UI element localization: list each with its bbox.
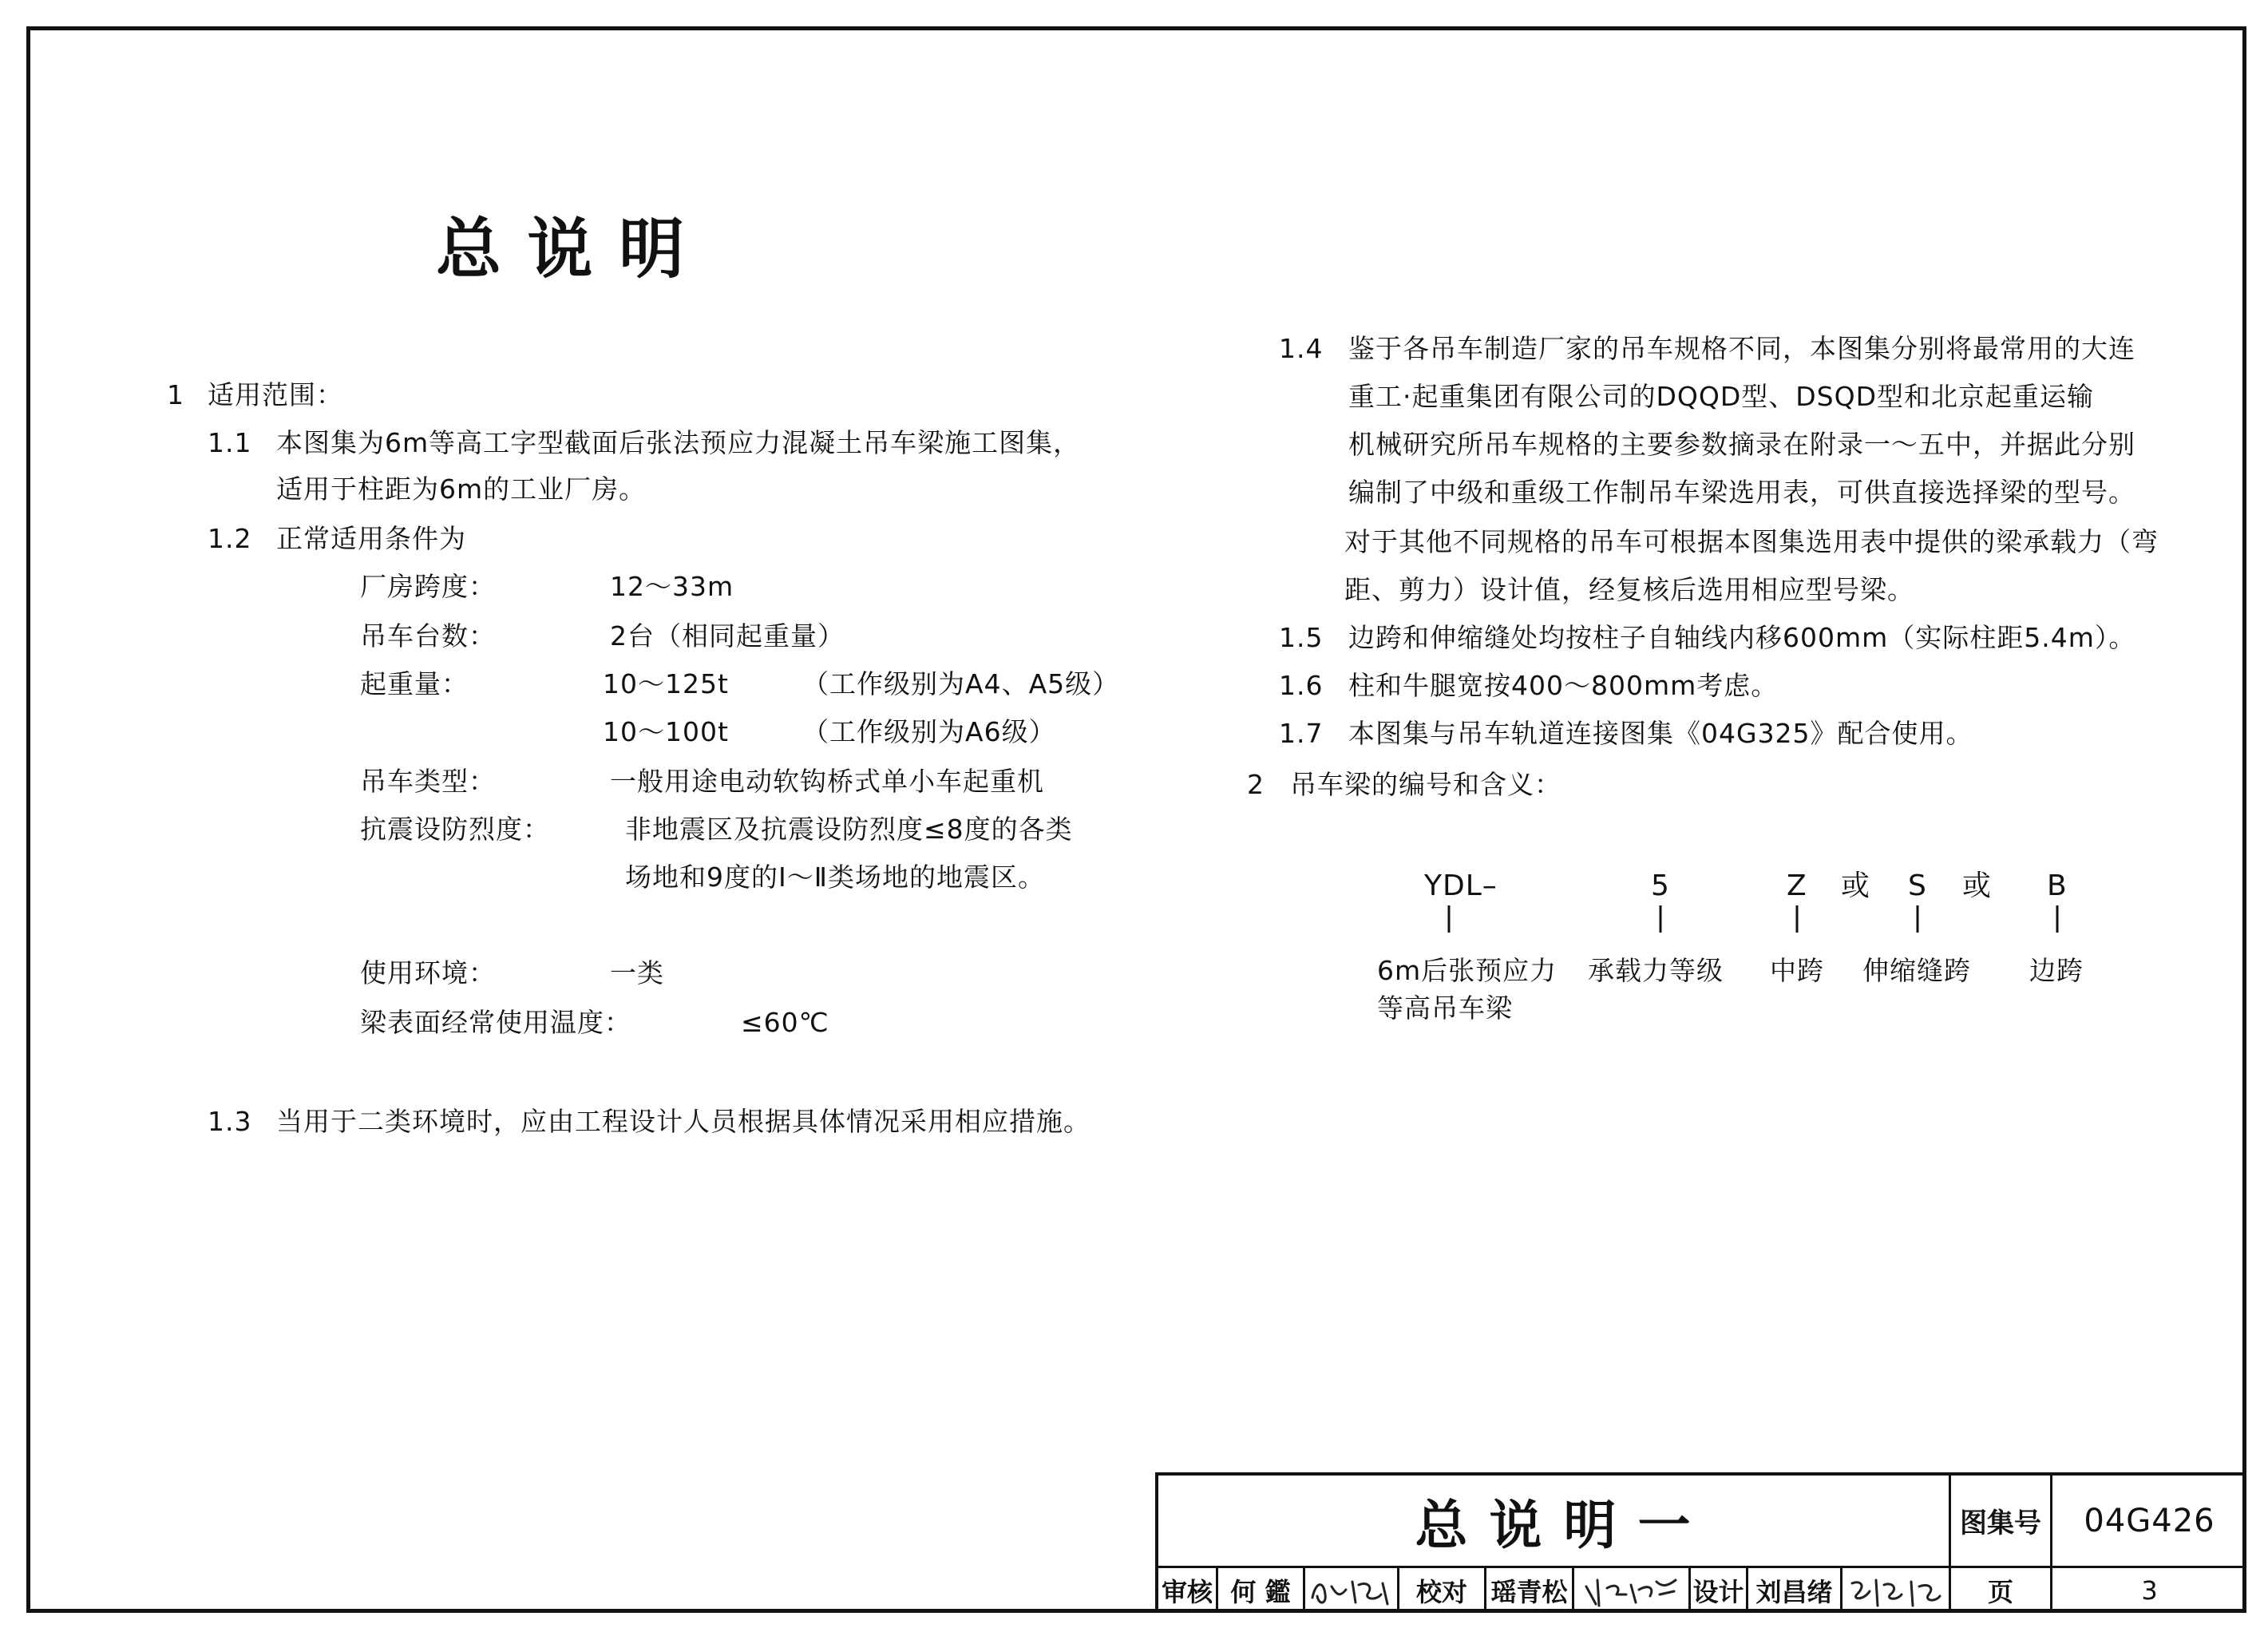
section-2-number: 2	[1247, 769, 1265, 800]
section-1-number: 1	[167, 379, 184, 410]
code-or-1: 或	[1841, 869, 1871, 902]
condition-label: 梁表面经常使用温度：	[360, 1007, 631, 1038]
meaning-prefix-line-1: 6m后张预应力	[1377, 955, 1558, 986]
meaning-grade: 承载力等级	[1588, 955, 1724, 986]
atlas-number-label: 图集号	[1960, 1507, 2041, 1539]
meaning-edge: 边跨	[2029, 955, 2084, 986]
item-1-2-number: 1.2	[208, 523, 252, 554]
condition-label: 吊车类型：	[360, 766, 496, 797]
page-number: 3	[2141, 1575, 2158, 1606]
condition-note: （工作级别为A6级）	[802, 716, 1056, 747]
meaning-expansion: 伸缩缝跨	[1862, 955, 1971, 986]
item-1-5-text: 边跨和伸缩缝处均按柱子自轴线内移600mm（实际柱距5.4m）。	[1348, 622, 2136, 653]
item-1-3-text: 当用于二类环境时，应由工程设计人员根据具体情况采用相应措施。	[276, 1106, 1090, 1137]
designer-signature-mark	[1846, 1571, 1945, 1610]
title-block-title: 总 说 明 一	[1415, 1495, 1692, 1556]
designer-name: 刘昌绪	[1755, 1577, 1833, 1607]
item-1-7-text: 本图集与吊车轨道连接图集《04G325》配合使用。	[1348, 718, 1973, 749]
page-title: 总 说 明	[436, 212, 687, 287]
condition-label: 使用环境：	[360, 957, 496, 988]
code-middle: Z	[1787, 869, 1807, 902]
condition-value: 一般用途电动软钩桥式单小车起重机	[610, 766, 1044, 797]
item-1-2-text: 正常适用条件为	[276, 523, 466, 554]
code-or-2: 或	[1962, 869, 1993, 902]
code-prefix: YDL–	[1424, 869, 1498, 902]
condition-value-line-2: 场地和9度的Ⅰ～Ⅱ类场地的地震区。	[625, 862, 1045, 893]
condition-label: 抗震设防烈度：	[360, 814, 550, 845]
item-1-3-number: 1.3	[208, 1106, 252, 1137]
check-label: 校对	[1415, 1577, 1467, 1607]
condition-value: 10～125t	[603, 668, 729, 699]
condition-label: 厂房跨度：	[360, 571, 496, 602]
checker-signature	[1574, 1568, 1688, 1613]
section-1-heading: 适用范围：	[208, 379, 343, 410]
code-edge: B	[2047, 869, 2068, 902]
condition-value: 一类	[610, 957, 664, 988]
item-1-6-number: 1.6	[1279, 670, 1324, 701]
item-1-6-text: 柱和牛腿宽按400～800mm考虑。	[1348, 670, 1779, 701]
designer-signature	[1843, 1568, 1949, 1613]
checker-name: 瑶青松	[1490, 1577, 1568, 1607]
item-1-1-line-1: 本图集为6m等高工字型截面后张法预应力混凝土吊车梁施工图集，	[276, 427, 1081, 458]
reviewer-name: 何 鑑	[1230, 1577, 1291, 1607]
section-2-heading: 吊车梁的编号和含义：	[1290, 769, 1561, 800]
item-1-5-number: 1.5	[1279, 622, 1324, 653]
atlas-number: 04G426	[2084, 1502, 2215, 1539]
item-1-1-number: 1.1	[208, 427, 252, 458]
condition-label: 起重量：	[360, 668, 469, 699]
item-1-4-number: 1.4	[1279, 333, 1324, 364]
item-1-4-line-3: 机械研究所吊车规格的主要参数摘录在附录一～五中，并据此分别	[1348, 429, 2135, 460]
condition-label: 吊车台数：	[360, 620, 496, 652]
condition-value: 10～100t	[603, 716, 729, 747]
code-grade: 5	[1651, 869, 1670, 902]
reviewer-signature	[1305, 1568, 1397, 1613]
condition-value: ≤60℃	[741, 1007, 829, 1038]
item-1-4-line-4: 编制了中级和重级工作制吊车梁选用表，可供直接选择梁的型号。	[1348, 477, 2135, 508]
item-1-4-line-1: 鉴于各吊车制造厂家的吊车规格不同，本图集分别将最常用的大连	[1348, 333, 2135, 364]
page-label: 页	[1987, 1577, 2013, 1607]
title-block	[1155, 1472, 2246, 1613]
condition-note: （工作级别为A4、A5级）	[802, 668, 1120, 699]
item-1-1-line-2: 适用于柱距为6m的工业厂房。	[276, 473, 647, 505]
design-label: 设计	[1692, 1577, 1744, 1607]
checker-signature-mark	[1580, 1571, 1684, 1610]
item-1-4-line-6: 距、剪力）设计值，经复核后选用相应型号梁。	[1344, 574, 1914, 605]
item-1-4-line-5: 对于其他不同规格的吊车可根据本图集选用表中提供的梁承载力（弯	[1344, 526, 2159, 557]
item-1-7-number: 1.7	[1279, 718, 1324, 749]
condition-value: 2台（相同起重量）	[610, 620, 845, 652]
item-1-4-line-2: 重工·起重集团有限公司的DQQD型、DSQD型和北京起重运输	[1348, 381, 2095, 412]
meaning-prefix-line-2: 等高吊车梁	[1377, 992, 1513, 1024]
meaning-middle: 中跨	[1770, 955, 1824, 986]
review-label: 审核	[1161, 1577, 1213, 1607]
condition-value: 非地震区及抗震设防烈度≤8度的各类	[625, 814, 1073, 845]
code-expansion: S	[1908, 869, 1927, 902]
condition-value: 12～33m	[610, 571, 734, 602]
reviewer-signature-mark	[1308, 1571, 1395, 1610]
